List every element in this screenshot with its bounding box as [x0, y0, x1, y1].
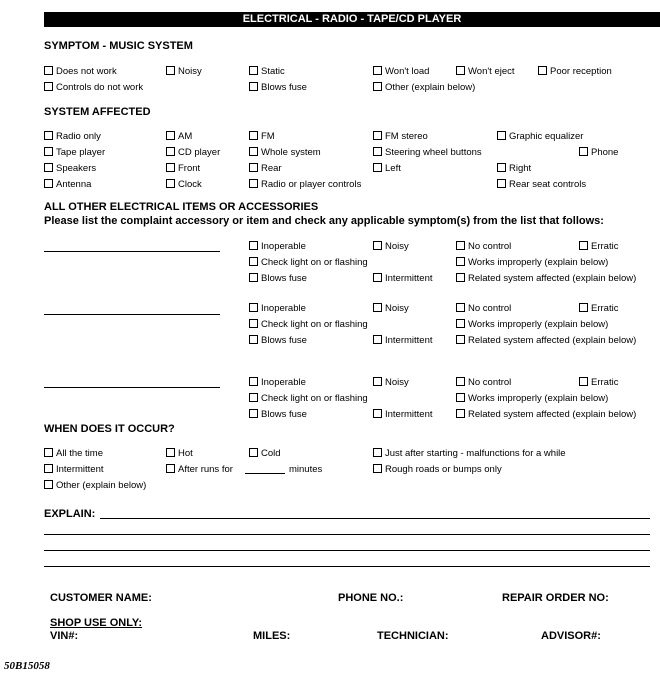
other-heading: ALL OTHER ELECTRICAL ITEMS OR ACCESSORIES [44, 201, 319, 213]
affected-heading: SYSTEM AFFECTED [44, 106, 151, 118]
checkbox-check-light-3[interactable]: Check light on or flashing [249, 393, 368, 404]
checkbox-speakers[interactable]: Speakers [44, 163, 96, 174]
repair-order-label: REPAIR ORDER NO: [502, 592, 609, 604]
checkbox-works-improperly-3[interactable]: Works improperly (explain below) [456, 393, 608, 404]
shop-use-only-label: SHOP USE ONLY: [50, 617, 143, 629]
checkbox-steering-wheel-buttons[interactable]: Steering wheel buttons [373, 147, 482, 158]
checkbox-poor-reception[interactable]: Poor reception [538, 66, 612, 77]
checkbox-erratic-3[interactable]: Erratic [579, 377, 618, 388]
checkbox-all-the-time[interactable]: All the time [44, 448, 103, 459]
minutes-input-line[interactable] [245, 473, 285, 474]
phone-label: PHONE NO.: [338, 592, 404, 604]
checkbox-related-system-1[interactable]: Related system affected (explain below) [456, 273, 636, 284]
checkbox-other-when[interactable]: Other (explain below) [44, 480, 146, 491]
checkbox-radio-only[interactable]: Radio only [44, 131, 101, 142]
explain-line-3[interactable] [44, 550, 650, 551]
checkbox-graphic-equalizer[interactable]: Graphic equalizer [497, 131, 583, 142]
checkbox-cold[interactable]: Cold [249, 448, 281, 459]
form-code: 50B15058 [4, 660, 50, 672]
checkbox-blows-fuse-1[interactable]: Blows fuse [249, 273, 307, 284]
checkbox-intermittent-1[interactable]: Intermittent [373, 273, 433, 284]
checkbox-cd-player[interactable]: CD player [166, 147, 220, 158]
explain-line-2[interactable] [44, 534, 650, 535]
checkbox-check-light-1[interactable]: Check light on or flashing [249, 257, 368, 268]
checkbox-tape-player[interactable]: Tape player [44, 147, 105, 158]
checkbox-static[interactable]: Static [249, 66, 285, 77]
checkbox-clock[interactable]: Clock [166, 179, 202, 190]
checkbox-does-not-work[interactable]: Does not work [44, 66, 117, 77]
symptom-heading: SYMPTOM - MUSIC SYSTEM [44, 40, 193, 52]
vin-label: VIN#: [50, 630, 79, 642]
checkbox-after-runs-for[interactable]: After runs for [166, 464, 233, 475]
checkbox-noisy-3[interactable]: Noisy [373, 377, 409, 388]
checkbox-intermittent-3[interactable]: Intermittent [373, 409, 433, 420]
checkbox-fm[interactable]: FM [249, 131, 275, 142]
checkbox-inoperable-2[interactable]: Inoperable [249, 303, 306, 314]
checkbox-box[interactable] [44, 66, 53, 75]
explain-line-4[interactable] [44, 566, 650, 567]
checkbox-antenna[interactable]: Antenna [44, 179, 91, 190]
checkbox-front[interactable]: Front [166, 163, 200, 174]
checkbox-rear[interactable]: Rear [249, 163, 282, 174]
advisor-label: ADVISOR#: [541, 630, 601, 642]
checkbox-radio-or-player-controls[interactable]: Radio or player controls [249, 179, 361, 190]
checkbox-phone[interactable]: Phone [579, 147, 618, 158]
checkbox-blows-fuse[interactable]: Blows fuse [249, 82, 307, 93]
checkbox-related-system-3[interactable]: Related system affected (explain below) [456, 409, 636, 420]
checkbox-whole-system[interactable]: Whole system [249, 147, 321, 158]
checkbox-no-control-2[interactable]: No control [456, 303, 511, 314]
checkbox-noisy-1[interactable]: Noisy [373, 241, 409, 252]
checkbox-wont-load[interactable]: Won't load [373, 66, 429, 77]
checkbox-am[interactable]: AM [166, 131, 192, 142]
checkbox-erratic-1[interactable]: Erratic [579, 241, 618, 252]
checkbox-rear-seat-controls[interactable]: Rear seat controls [497, 179, 586, 190]
checkbox-wont-eject[interactable]: Won't eject [456, 66, 515, 77]
explain-label: EXPLAIN: [44, 508, 96, 520]
checkbox-blows-fuse-3[interactable]: Blows fuse [249, 409, 307, 420]
explain-line-1[interactable] [100, 518, 650, 519]
technician-label: TECHNICIAN: [377, 630, 449, 642]
checkbox-inoperable-1[interactable]: Inoperable [249, 241, 306, 252]
checkbox-left[interactable]: Left [373, 163, 401, 174]
checkbox-other[interactable]: Other (explain below) [373, 82, 475, 93]
checkbox-no-control-3[interactable]: No control [456, 377, 511, 388]
item-entry-line-2[interactable] [44, 314, 220, 315]
checkbox-works-improperly-2[interactable]: Works improperly (explain below) [456, 319, 608, 330]
checkbox-noisy[interactable]: Noisy [166, 66, 202, 77]
form-title: ELECTRICAL - RADIO - TAPE/CD PLAYER [44, 12, 660, 27]
customer-name-label: CUSTOMER NAME: [50, 592, 152, 604]
checkbox-no-control-1[interactable]: No control [456, 241, 511, 252]
checkbox-inoperable-3[interactable]: Inoperable [249, 377, 306, 388]
checkbox-intermittent-2[interactable]: Intermittent [373, 335, 433, 346]
checkbox-rough-roads[interactable]: Rough roads or bumps only [373, 464, 502, 475]
miles-label: MILES: [253, 630, 291, 642]
checkbox-intermittent[interactable]: Intermittent [44, 464, 104, 475]
checkbox-blows-fuse-2[interactable]: Blows fuse [249, 335, 307, 346]
checkbox-controls-do-not-work[interactable]: Controls do not work [44, 82, 143, 93]
checkbox-check-light-2[interactable]: Check light on or flashing [249, 319, 368, 330]
when-heading: WHEN DOES IT OCCUR? [44, 423, 175, 435]
checkbox-related-system-2[interactable]: Related system affected (explain below) [456, 335, 636, 346]
other-subheading: Please list the complaint accessory or item and check any applicable symptom(s) from the list that follows: [44, 215, 604, 227]
checkbox-works-improperly-1[interactable]: Works improperly (explain below) [456, 257, 608, 268]
checkbox-just-after-starting[interactable]: Just after starting - malfunctions for a while [373, 448, 566, 459]
checkbox-fm-stereo[interactable]: FM stereo [373, 131, 428, 142]
item-entry-line-1[interactable] [44, 251, 220, 252]
checkbox-erratic-2[interactable]: Erratic [579, 303, 618, 314]
item-entry-line-3[interactable] [44, 387, 220, 388]
checkbox-right[interactable]: Right [497, 163, 531, 174]
minutes-label: minutes [289, 464, 323, 475]
checkbox-hot[interactable]: Hot [166, 448, 193, 459]
checkbox-noisy-2[interactable]: Noisy [373, 303, 409, 314]
